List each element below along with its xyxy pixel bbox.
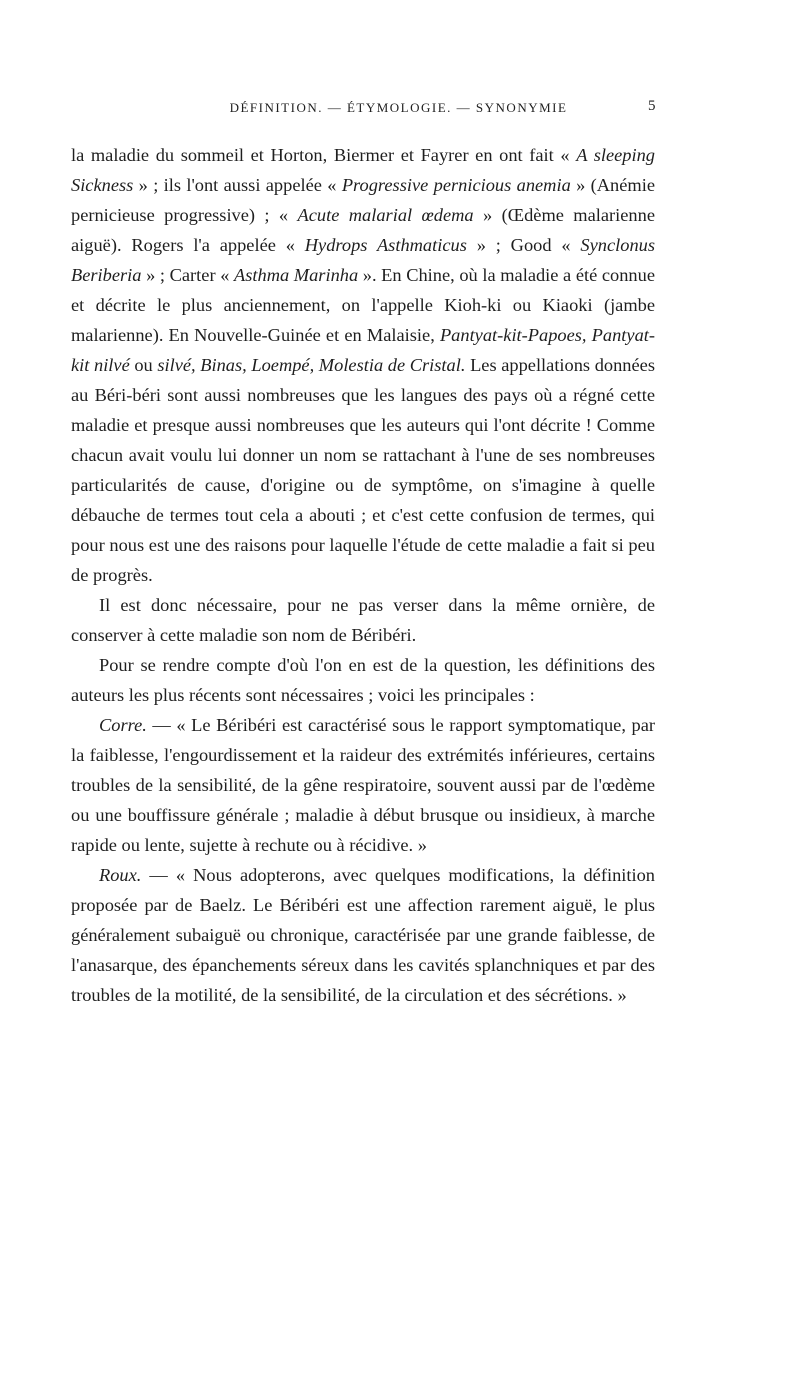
text-run: la maladie du sommeil et Horton, Biermer et Fayrer en ont fait « [71,145,577,165]
text-run: » ; Good « [466,235,581,255]
italic-term: Synclonus Beriberia [71,235,655,285]
italic-term: Asthma Marinha [234,265,359,285]
italic-term: silvé, Binas, Loempé, Molestia de Cristal. [157,355,466,375]
text-run: » ; Carter « [141,265,234,285]
italic-term: A sleeping Sickness [71,145,655,195]
text-run: » (Anémie pernicieuse progressive) ; « [71,175,655,225]
page-number: 5 [648,98,656,114]
italic-term: Hydrops Asthmaticus [304,235,467,255]
text-run: ou [129,355,158,375]
italic-term: Acute malarial œdema [297,205,474,225]
italic-term: Progressive pernicious anemia [341,175,571,195]
author-corre: Corre. [99,715,147,735]
text-run: » ; ils l'ont aussi appelée « [133,175,342,195]
text-run: — « Nous adopterons, avec quelques modifications, la définition proposée par de Baelz. Le Béribéri est une affection rarement aiguë, le plus généralement subaiguë ou chronique, caractérisée par une grande faiblesse, de l'anasarque, des épanchements séreux dans les cavités splanchniques et par des troubles de la motilité, de la sensibilité, de la circulation et des sécrétions. » [71,865,655,1005]
text-run: » (Œdème malarienne aiguë). Rogers l'a appelée « [71,205,655,255]
paragraph-synonyms [71,140,655,590]
paragraph-conclusion: Il est donc nécessaire, pour ne pas verser dans la même ornière, de conserver à cette maladie son nom de Béribéri. [71,595,655,645]
text-run: ». En Chine, où la maladie a été connue et décrite le plus anciennement, on l'appelle Kioh-ki ou Kiaoki (jambe malarienne). En Nouvelle-Guinée et en Malaisie, [71,265,655,345]
text-run: — « Le Béribéri est caractérisé sous le rapport symptomatique, par la faiblesse, l'engourdissement et la raideur des extrémités inférieures, certains troubles de la sensibilité, de la gêne respiratoire, souvent aussi par de l'œdème ou une bouffissure générale ; maladie à début brusque ou insidieux, à marche rapide ou lente, sujette à rechute ou à récidive. » [71,715,655,855]
text-run: Les appellations données au Béri-béri sont aussi nombreuses que les langues des pays où a régné cette maladie et presque aussi nombreuses que les auteurs qui l'ont décrite ! Comme chacun avait voulu lui donner un nom se rattachant à l'une de ses nombreuses particularités de cause, d'origine ou de symptôme, on s'imagine à quelle débauche de termes tout cela a abouti ; et c'est cette confusion de termes, qui pour nous est une des raisons pour laquelle l'étude de cette maladie a fait si peu de progrès. [71,355,655,585]
paragraph-roux [71,860,655,1010]
italic-term: Pantyat-kit-Papoes, Pantyat-kit nilvé [71,325,655,375]
running-head: DÉFINITION. — ÉTYMOLOGIE. — SYNONYMIE [229,100,568,115]
author-roux: Roux. [99,865,142,885]
paragraph-definitions-intro: Pour se rendre compte d'où l'on en est de la question, les définitions des auteurs les plus récents sont nécessaires ; voici les principales : [71,655,655,705]
body-text [71,140,655,1010]
paragraph-corre [71,710,655,860]
